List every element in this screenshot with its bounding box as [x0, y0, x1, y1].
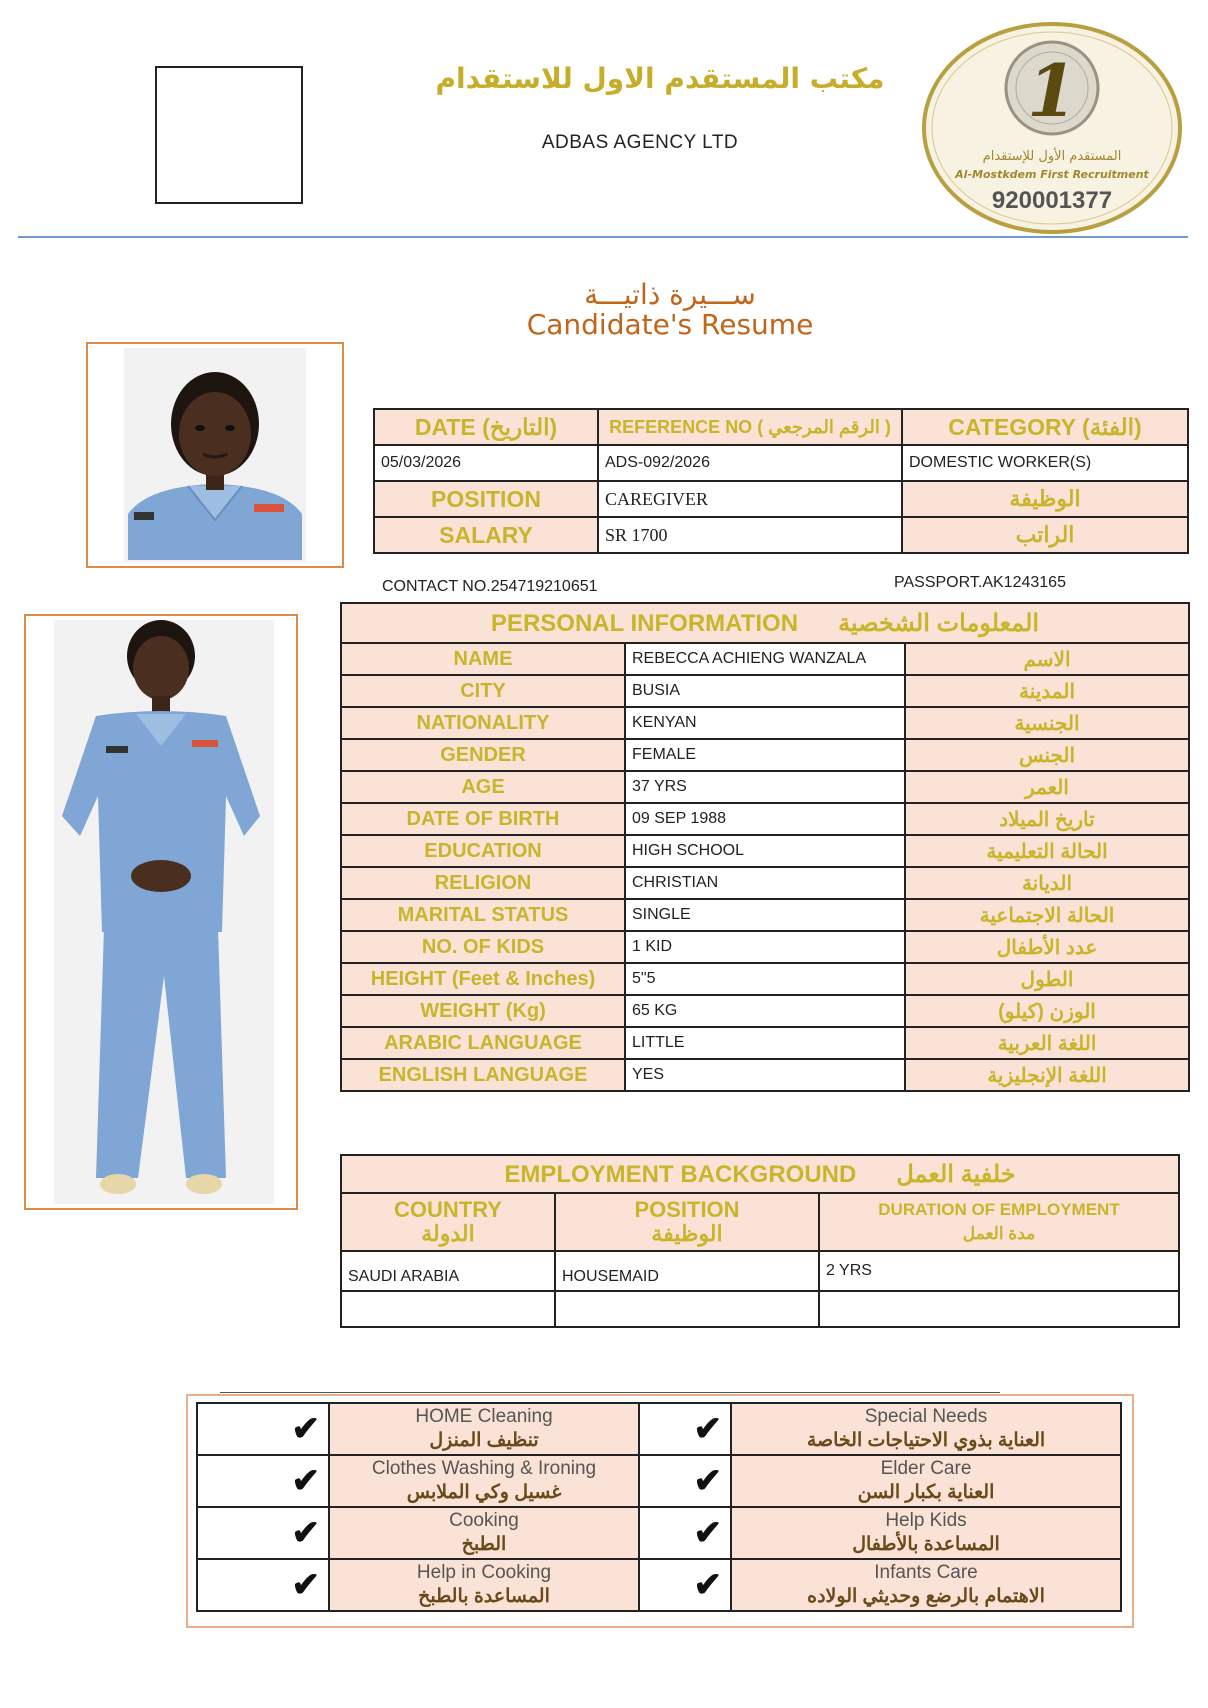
title-arabic: ســـيرة ذاتيـــة [584, 278, 756, 311]
skill-item [329, 1403, 639, 1455]
personal-field-label: MARITAL STATUS [341, 899, 625, 931]
employment-heading [341, 1155, 1179, 1193]
personal-row [341, 707, 1189, 739]
skill-item [731, 1559, 1121, 1611]
agency-name: ADBAS AGENCY LTD [541, 132, 739, 153]
personal-field-label: AGE [341, 771, 625, 803]
personal-field-label: EDUCATION [341, 835, 625, 867]
emp-row-2-duration [819, 1291, 1179, 1327]
seal-number: 920001377 [991, 187, 1113, 214]
personal-field-value: 37 YRS [625, 771, 905, 803]
col-duration-en: DURATION OF EMPLOYMENT [878, 1200, 1120, 1219]
office-arabic-name: مكتب المستقدم الاول للاستقدام [435, 62, 885, 95]
salary-value: SR 1700 [598, 517, 902, 553]
contact-number: CONTACT NO.254719210651 [382, 578, 598, 595]
personal-field-value: 09 SEP 1988 [625, 803, 905, 835]
personal-field-arabic-label: الاسم [905, 643, 1189, 675]
personal-field-arabic-label: الوزن (كيلو) [905, 995, 1189, 1027]
skill-name: Special Needs [864, 1406, 988, 1427]
skills-divider [220, 1392, 1000, 1393]
personal-information-table [340, 602, 1190, 1092]
skills-row [197, 1507, 1121, 1559]
emp-row-2-position [555, 1291, 819, 1327]
skill-item [329, 1455, 639, 1507]
logo-placeholder-box [155, 66, 303, 204]
skill-name-arabic: الطبخ [461, 1534, 507, 1555]
personal-field-label: NAME [341, 643, 625, 675]
personal-field-value: KENYAN [625, 707, 905, 739]
personal-field-arabic-label: الحالة الاجتماعية [905, 899, 1189, 931]
personal-row [341, 835, 1189, 867]
seal-arabic-text: المستقدم الأول للإستقدام [982, 149, 1122, 164]
personal-field-value: YES [625, 1059, 905, 1091]
col-position-en: POSITION [634, 1197, 740, 1222]
employment-title: EMPLOYMENT BACKGROUND [504, 1160, 857, 1188]
emp-row-2-country [341, 1291, 555, 1327]
personal-row [341, 995, 1189, 1027]
skill-name: Help Kids [885, 1510, 967, 1531]
personal-field-arabic-label: اللغة الإنجليزية [905, 1059, 1189, 1091]
personal-field-label: NATIONALITY [341, 707, 625, 739]
personal-row [341, 643, 1189, 675]
skill-check-icon: ✔ [639, 1455, 731, 1507]
skill-name-arabic: المساعدة بالأطفال [852, 1534, 1000, 1555]
personal-row [341, 931, 1189, 963]
skill-name: Help in Cooking [416, 1562, 552, 1583]
salary-arabic-label: الراتب [902, 517, 1188, 553]
personal-row [341, 675, 1189, 707]
personal-field-arabic-label: الجنسية [905, 707, 1189, 739]
skills-row [197, 1455, 1121, 1507]
personal-row [341, 739, 1189, 771]
emp-row-1-country: SAUDI ARABIA [341, 1251, 555, 1291]
personal-field-label: WEIGHT (Kg) [341, 995, 625, 1027]
reference-value: ADS-092/2026 [598, 445, 902, 481]
col-position-header [555, 1193, 819, 1251]
skills-row [197, 1403, 1121, 1455]
category-label: CATEGORY (الفئة) [902, 409, 1188, 445]
skill-check-icon: ✔ [197, 1455, 329, 1507]
personal-field-value: FEMALE [625, 739, 905, 771]
personal-field-arabic-label: عدد الأطفال [905, 931, 1189, 963]
reference-label: REFERENCE NO ( الرقم المرجعي ) [598, 409, 902, 445]
personal-field-label: HEIGHT (Feet & Inches) [341, 963, 625, 995]
personal-field-value: HIGH SCHOOL [625, 835, 905, 867]
skill-name: HOME Cleaning [415, 1406, 553, 1427]
col-duration-ar: مدة العمل [962, 1224, 1036, 1243]
personal-field-arabic-label: الجنس [905, 739, 1189, 771]
employment-background-table [340, 1154, 1180, 1328]
skill-name-arabic: غسيل وكي الملابس [406, 1482, 562, 1503]
position-value: CAREGIVER [598, 481, 902, 517]
seal-digit: 1 [1026, 48, 1078, 133]
personal-info-heading [341, 603, 1189, 643]
personal-field-value: SINGLE [625, 899, 905, 931]
skill-name: Clothes Washing & Ironing [371, 1458, 597, 1479]
personal-field-label: NO. OF KIDS [341, 931, 625, 963]
personal-field-label: ENGLISH LANGUAGE [341, 1059, 625, 1091]
personal-field-label: DATE OF BIRTH [341, 803, 625, 835]
skills-row [197, 1559, 1121, 1611]
candidate-portrait-photo [86, 342, 344, 568]
personal-row [341, 963, 1189, 995]
personal-field-label: ARABIC LANGUAGE [341, 1027, 625, 1059]
personal-field-label: CITY [341, 675, 625, 707]
date-label: DATE (التاريخ) [374, 409, 598, 445]
personal-field-value: 1 KID [625, 931, 905, 963]
skill-item [329, 1559, 639, 1611]
skill-name-arabic: العناية بذوي الاحتياجات الخاصة [806, 1430, 1046, 1451]
candidate-full-body-photo [24, 614, 298, 1210]
personal-row [341, 899, 1189, 931]
col-country-ar: الدولة [421, 1221, 475, 1246]
position-arabic-label: الوظيفة [902, 481, 1188, 517]
header-divider [18, 236, 1188, 238]
skill-item [731, 1403, 1121, 1455]
personal-row [341, 1059, 1189, 1091]
skill-check-icon: ✔ [197, 1507, 329, 1559]
emp-row-1-duration: 2 YRS [819, 1251, 1179, 1291]
skill-name: Infants Care [874, 1562, 978, 1583]
skill-name-arabic: الاهتمام بالرضع وحديثي الولاده [807, 1586, 1045, 1607]
personal-field-value: LITTLE [625, 1027, 905, 1059]
skill-item [731, 1507, 1121, 1559]
skill-check-icon: ✔ [197, 1403, 329, 1455]
skill-check-icon: ✔ [639, 1403, 731, 1455]
personal-field-value: BUSIA [625, 675, 905, 707]
personal-row [341, 1027, 1189, 1059]
skill-check-icon: ✔ [197, 1559, 329, 1611]
personal-field-arabic-label: الديانة [905, 867, 1189, 899]
skill-check-icon: ✔ [639, 1559, 731, 1611]
personal-field-arabic-label: الحالة التعليمية [905, 835, 1189, 867]
resume-info-table [373, 408, 1189, 554]
category-value: DOMESTIC WORKER(S) [902, 445, 1188, 481]
personal-field-value: REBECCA ACHIENG WANZALA [625, 643, 905, 675]
skill-name-arabic: المساعدة بالطبخ [418, 1586, 550, 1607]
col-position-ar: الوظيفة [651, 1221, 723, 1246]
personal-field-arabic-label: المدينة [905, 675, 1189, 707]
skill-check-icon: ✔ [639, 1507, 731, 1559]
personal-field-arabic-label: الطول [905, 963, 1189, 995]
personal-info-title-arabic: المعلومات الشخصية [838, 609, 1040, 637]
personal-row [341, 771, 1189, 803]
skills-table [196, 1402, 1122, 1612]
personal-field-label: RELIGION [341, 867, 625, 899]
col-country-en: COUNTRY [394, 1197, 502, 1222]
personal-info-title: PERSONAL INFORMATION [490, 609, 799, 637]
skill-name-arabic: العناية بكبار السن [857, 1482, 995, 1503]
skill-name-arabic: تنظيف المنزل [429, 1430, 539, 1451]
personal-field-label: GENDER [341, 739, 625, 771]
employment-title-arabic: خلفية العمل [896, 1160, 1016, 1188]
salary-label: SALARY [374, 517, 598, 553]
skill-item [329, 1507, 639, 1559]
personal-field-arabic-label: العمر [905, 771, 1189, 803]
position-label: POSITION [374, 481, 598, 517]
personal-field-value: 5"5 [625, 963, 905, 995]
col-country-header [341, 1193, 555, 1251]
skill-name: Cooking [449, 1510, 519, 1531]
personal-field-arabic-label: اللغة العربية [905, 1027, 1189, 1059]
seal-english-text: Al-Mostkdem First Recruitment [955, 168, 1149, 181]
skill-name: Elder Care [880, 1458, 972, 1479]
personal-row [341, 803, 1189, 835]
passport-number: PASSPORT.AK1243165 [894, 574, 1066, 591]
title-english: Candidate's Resume [526, 308, 814, 341]
skill-item [731, 1455, 1121, 1507]
personal-field-value: CHRISTIAN [625, 867, 905, 899]
personal-field-value: 65 KG [625, 995, 905, 1027]
emp-row-1-position: HOUSEMAID [555, 1251, 819, 1291]
personal-row [341, 867, 1189, 899]
date-value: 05/03/2026 [374, 445, 598, 481]
personal-field-arabic-label: تاريخ الميلاد [905, 803, 1189, 835]
agency-seal-logo [920, 18, 1185, 236]
col-duration-header [819, 1193, 1179, 1251]
